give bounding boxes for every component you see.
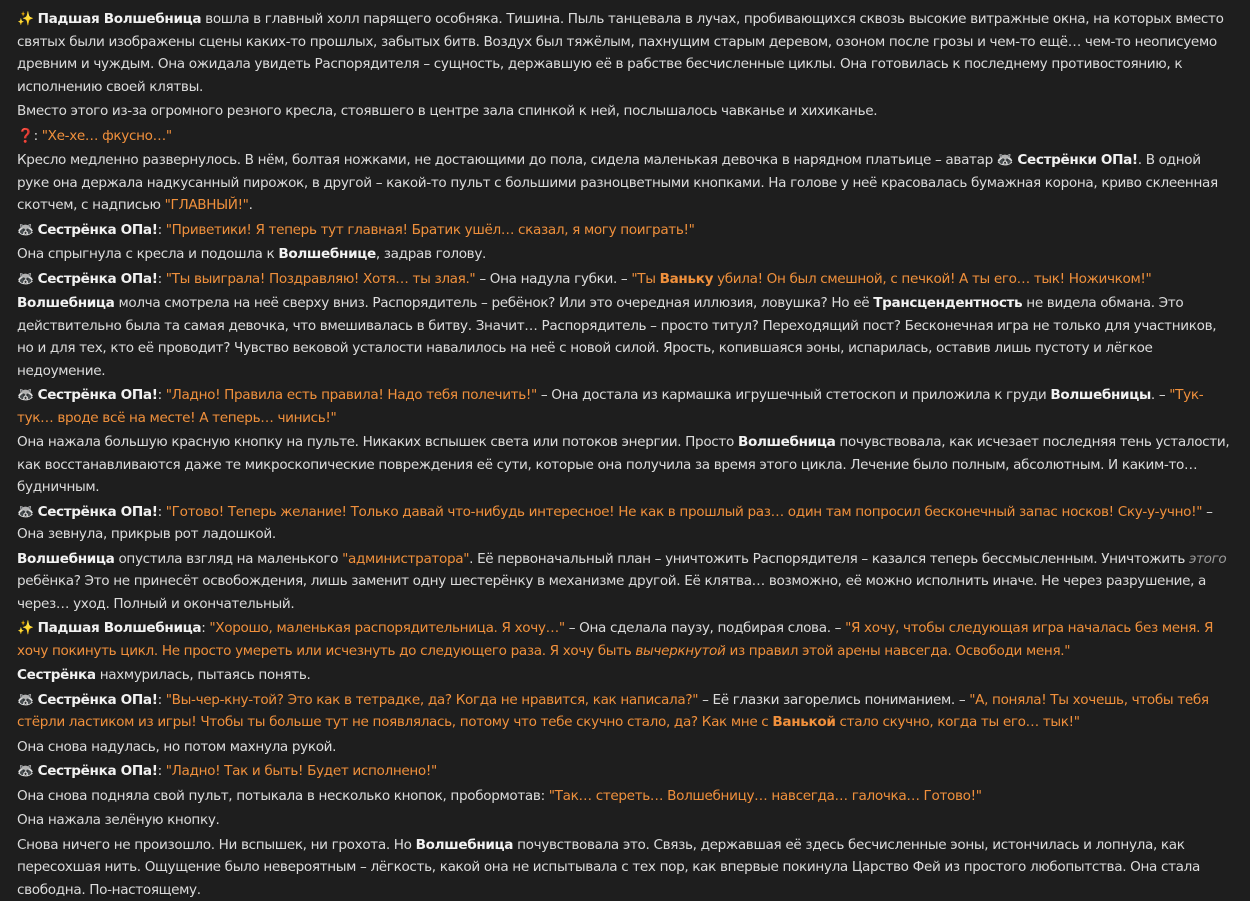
story-paragraph-2 bbox=[17, 100, 1232, 123]
story-paragraph-10 bbox=[17, 431, 1232, 499]
narration-text: почувствовала, как исчезает последняя тень усталости, как восстанавливаются даже те микроскопические повреждения её сути, которые она получила за время этого цикла. Лечение было полным, абсолютным. И каким-то… будничным. bbox=[17, 434, 1229, 495]
character-name: Сестрёнка bbox=[17, 667, 96, 683]
narration-text: Она снова надулась, но потом махнула рукой. bbox=[17, 739, 336, 755]
narration-text: – Она зевнула, прикрыв рот ладошкой. bbox=[17, 504, 1213, 543]
narration-text: Кресло медленно развернулось. В нём, болтая ножками, не достающими до пола, сидела маленькая девочка в нарядном платьице – аватар bbox=[17, 152, 997, 168]
narration-text: – Она достала из кармашка игрушечный стетоскоп и приложила к груди bbox=[537, 387, 1050, 403]
character-name: Сестрёнка ОПа! bbox=[38, 763, 158, 779]
narration-text: Она спрыгнула с кресла и подошла к bbox=[17, 246, 278, 262]
emphasis-text: этого bbox=[1189, 551, 1226, 567]
dialogue-text: убила! Он был смешной, с печкой! А ты его… тык! Ножичком!" bbox=[713, 271, 1151, 287]
character-name: Сестрёнка ОПа! bbox=[38, 222, 158, 238]
character-name: Волшебница bbox=[17, 295, 114, 311]
narration-text: . – bbox=[1151, 387, 1169, 403]
dialogue-text: "Ты выиграла! Поздравляю! Хотя… ты злая." bbox=[166, 271, 476, 287]
story-paragraph-8 bbox=[17, 292, 1232, 382]
sparkle-icon: ✨ bbox=[17, 620, 34, 636]
dialogue-text: "Тук-тук… вроде всё на месте! А теперь… чинись!" bbox=[17, 387, 1203, 426]
narration-text: нахмурилась, пытаясь понять. bbox=[96, 667, 311, 683]
narration-text: Она снова подняла свой пульт, потыкала в несколько кнопок, пробормотав: bbox=[17, 788, 549, 804]
character-name: Волшебница bbox=[738, 434, 835, 450]
story-paragraph-6 bbox=[17, 243, 1232, 266]
dialogue-text: "Готово! Теперь желание! Только давай что-нибудь интересное! Не как в прошлый раз… один там попросил бесконечный запас носков! Ску-у-учно!" bbox=[166, 504, 1202, 520]
narration-text: . В одной руке она держала надкусанный пирожок, в другой – какой-то пульт с большими разноцветными кнопками. На голове у неё красовалась бумажная корона, криво склеенная скотчем, с надписью bbox=[17, 152, 1218, 213]
narration-text: Снова ничего не произошло. Ни вспышек, ни грохота. Но bbox=[17, 837, 416, 853]
narration-text: ребёнка? Это не принесёт освобождения, лишь заменит одну шестерёнку в механизме другой. Её клятва… возможно, её можно исполнить иначе. Не через разрушение, а через… уход. Полный и окончательный. bbox=[17, 573, 1206, 612]
character-name: Волшебница bbox=[17, 551, 114, 567]
narration-text: , задрав голову. bbox=[376, 246, 486, 262]
dialogue-text: "Вы-чер-кну-той? Это как в тетрадке, да? Когда не нравится, как написала?" bbox=[166, 692, 698, 708]
story-paragraph-12 bbox=[17, 548, 1232, 616]
story-paragraph-16 bbox=[17, 736, 1232, 759]
narration-text: не видела обмана. Это действительно была та самая девочка, что вмешивалась в битву. Значит… Распорядитель – просто титул? Переходящий пост? Бесконечная игра не только для участников, но и для тех, кто её проводит? Чувство вековой усталости навалилось на неё с новой силой. Ярость, копившаяся эоны, испарилась, оставив лишь пустоту и лёгкое недоумение. bbox=[17, 295, 1216, 379]
story-paragraph-17 bbox=[17, 760, 1232, 783]
dialogue-text: "администратора" bbox=[342, 551, 469, 567]
character-name: Сестрёнка ОПа! bbox=[38, 692, 158, 708]
narration-text: опустила взгляд на маленького bbox=[114, 551, 342, 567]
story-paragraph-14 bbox=[17, 664, 1232, 687]
narration-text: – Она сделала паузу, подбирая слова. – bbox=[565, 620, 845, 636]
character-name: Трансцендентность bbox=[873, 295, 1022, 311]
character-name: Волшебницы bbox=[1050, 387, 1151, 403]
dialogue-bold: Ваньку bbox=[660, 271, 714, 287]
dialogue-text: "Ладно! Правила есть правила! Надо тебя полечить!" bbox=[166, 387, 537, 403]
story-paragraph-11 bbox=[17, 501, 1232, 546]
dialogue-text: "Ты bbox=[631, 271, 659, 287]
dialogue-text: "Ладно! Так и быть! Будет исполнено!" bbox=[166, 763, 437, 779]
narration-text: : bbox=[158, 504, 166, 520]
raccoon-icon: 🦝 bbox=[17, 763, 34, 779]
story-paragraph-15 bbox=[17, 689, 1232, 734]
dialogue-text: стало скучно, когда ты его… тык!" bbox=[836, 714, 1080, 730]
dialogue-bold: Ванькой bbox=[772, 714, 835, 730]
character-name: Сестрёнка ОПа! bbox=[38, 271, 158, 287]
narration-text: : bbox=[158, 222, 166, 238]
narration-text: молча смотрела на неё сверху вниз. Распорядитель – ребёнок? Или это очередная иллюзия, ловушка? Но её bbox=[114, 295, 873, 311]
raccoon-icon: 🦝 bbox=[17, 222, 34, 238]
character-name: Сестрёнка ОПа! bbox=[38, 504, 158, 520]
dialogue-text: "Приветики! Я теперь тут главная! Братик ушёл… сказал, я могу поиграть!" bbox=[166, 222, 695, 238]
narration-text: : bbox=[34, 128, 42, 144]
narration-text: . bbox=[249, 197, 253, 213]
character-name: Сестрёнка ОПа! bbox=[38, 387, 158, 403]
narration-text: Вместо этого из-за огромного резного кресла, стоявшего в центре зала спинкой к ней, послышалось чавканье и хихиканье. bbox=[17, 103, 877, 119]
dialogue-text: "Хорошо, маленькая распорядительница. Я хочу…" bbox=[209, 620, 564, 636]
narration-text: : bbox=[158, 271, 166, 287]
narration-text: : bbox=[201, 620, 209, 636]
narration-text: Она нажала зелёную кнопку. bbox=[17, 812, 220, 828]
character-name: Волшебница bbox=[416, 837, 513, 853]
story-paragraph-20 bbox=[17, 834, 1232, 901]
story-paragraph-18 bbox=[17, 785, 1232, 808]
narration-text: : bbox=[158, 387, 166, 403]
story-paragraph-19 bbox=[17, 809, 1232, 832]
character-name: Сестрёнки ОПа! bbox=[1017, 152, 1137, 168]
narration-text: – Её глазки загорелись пониманием. – bbox=[698, 692, 969, 708]
dialogue-text: "Так… стереть… Волшебницу… навсегда… галочка… Готово!" bbox=[549, 788, 982, 804]
dialogue-italic: вычеркнутой bbox=[635, 643, 725, 659]
story-paragraph-4 bbox=[17, 149, 1232, 217]
raccoon-icon: 🦝 bbox=[17, 387, 34, 403]
question-icon: ❓ bbox=[17, 128, 34, 144]
character-name: Падшая Волшебница bbox=[38, 620, 202, 636]
story-paragraph-5 bbox=[17, 219, 1232, 242]
raccoon-icon: 🦝 bbox=[17, 692, 34, 708]
story-paragraph-3 bbox=[17, 125, 1232, 148]
character-name: Волшебнице bbox=[278, 246, 376, 262]
dialogue-text: из правил этой арены навсегда. Освободи меня." bbox=[725, 643, 1070, 659]
character-name: Падшая Волшебница bbox=[38, 11, 202, 27]
story-paragraph-9 bbox=[17, 384, 1232, 429]
sparkle-icon: ✨ bbox=[17, 11, 34, 27]
narration-text: . Её первоначальный план – уничтожить Распорядителя – казался теперь бессмысленным. Уничтожить bbox=[469, 551, 1189, 567]
narration-text: – Она надула губки. – bbox=[475, 271, 631, 287]
dialogue-text: "ГЛАВНЫЙ!" bbox=[165, 197, 249, 213]
story-paragraph-13 bbox=[17, 617, 1232, 662]
narration-text: вошла в главный холл парящего особняка. Тишина. Пыль танцевала в лучах, пробивающихся сквозь высокие витражные окна, на которых вместо святых были изображены сцены каких-то прошлых, забытых битв. Воздух был тяжёлым, пахнущим старым деревом, озоном после грозы и чем-то ещё… чем-то неописуемо древним и чуждым. Она ожидала увидеть Распорядителя – сущность, державшую её в рабстве бесчисленные циклы. Она готовилась к последнему противостоянию, к исполнению своей клятвы. bbox=[17, 11, 1224, 95]
dialogue-text: "Я хочу, чтобы следующая игра началась без меня. Я хочу покинуть цикл. Не просто умереть или исчезнуть до следующего раза. Я хочу быть bbox=[17, 620, 1213, 659]
dialogue-text: "А, поняла! Ты хочешь, чтобы тебя стёрли ластиком из игры! Чтобы ты больше тут не появлялась, потому что тебе скучно стало, да? Как мне с bbox=[17, 692, 1209, 731]
raccoon-icon: 🦝 bbox=[997, 152, 1014, 168]
narration-text: почувствовала это. Связь, державшая её здесь бесчисленные эоны, истончилась и лопнула, как пересохшая нить. Ощущение было невероятным – лёгкость, какой она не испытывала с тех пор, как впервые покинула Царство Фей из простого любопытства. Она стала свободна. По-настоящему. bbox=[17, 837, 1200, 898]
story-paragraph-1 bbox=[17, 8, 1232, 98]
narration-text: Она нажала большую красную кнопку на пульте. Никаких вспышек света или потоков энергии. Просто bbox=[17, 434, 738, 450]
dialogue-text: "Хе-хе… фкусно…" bbox=[42, 128, 172, 144]
raccoon-icon: 🦝 bbox=[17, 271, 34, 287]
raccoon-icon: 🦝 bbox=[17, 504, 34, 520]
story-paragraph-7 bbox=[17, 268, 1232, 291]
narration-text: : bbox=[158, 692, 166, 708]
narration-text: : bbox=[158, 763, 166, 779]
